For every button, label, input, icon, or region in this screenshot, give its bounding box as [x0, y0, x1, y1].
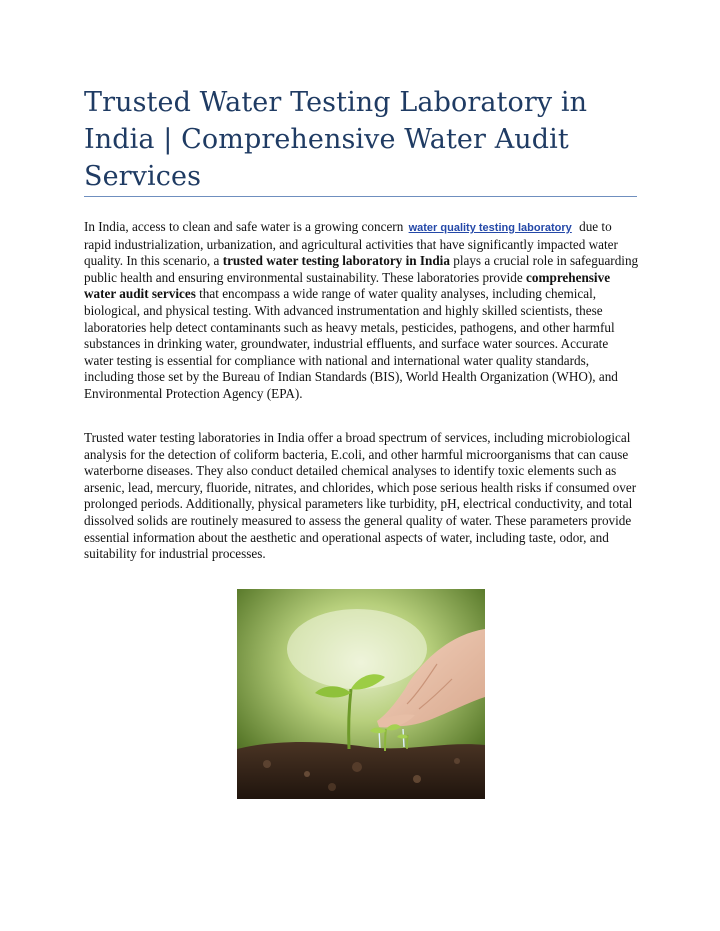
page-title: Trusted Water Testing Laboratory in India | Comprehensive Water Audit Services	[84, 87, 588, 192]
intro-paragraph	[84, 219, 640, 403]
intro-text-4: that encompass a wide range of water quality analyses, including chemical, biological, and physical testing. With advanced instrumentation and highly skilled scientists, these laboratories help detect contaminants such as heavy metals, pesticides, pathogens, and other harmful substances in drinking water, groundwater, industrial effluents, and surface water sources. Accurate water testing is essential for compliance with national and international water quality standards, including those set by the Bureau of Indian Standards (BIS), World Health Organization (WHO), and Environmental Protection Agency (EPA).	[84, 286, 618, 401]
services-paragraph: Trusted water testing laboratories in India offer a broad spectrum of services, including microbiological analysis for the detection of coliform bacteria, E.coli, and other harmful microorganisms that can cause waterborne diseases. They also conduct detailed chemical analyses to identify toxic elements such as arsenic, lead, mercury, fluoride, nitrates, and chlorides, which pose serious health risks if consumed over prolonged periods. Additionally, physical parameters like turbidity, pH, electrical conductivity, and total dissolved solids are routinely measured to assess the general quality of water. These parameters provide essential information about the aesthetic and operational aspects of water, including taste, odor, and suitability for industrial processes.	[84, 430, 637, 562]
intro-bold-1: trusted water testing laboratory in India	[222, 253, 450, 269]
water-quality-link[interactable]: water quality testing laboratory	[408, 222, 572, 234]
intro-text-1: In India, access to clean and safe water is a growing concern	[84, 219, 404, 234]
title-divider	[84, 196, 637, 197]
intro-text-2: due to rapid industrialization, urbanization, and agricultural activities that have significantly impacted water quality. In this scenario, a	[84, 219, 618, 269]
intro-text-3: plays a crucial role in safeguarding public health and ensuring environmental sustainability. These laboratories provide	[84, 253, 639, 285]
intro-bold-2: comprehensive water audit services	[84, 269, 611, 302]
seedling-photo	[237, 589, 485, 799]
